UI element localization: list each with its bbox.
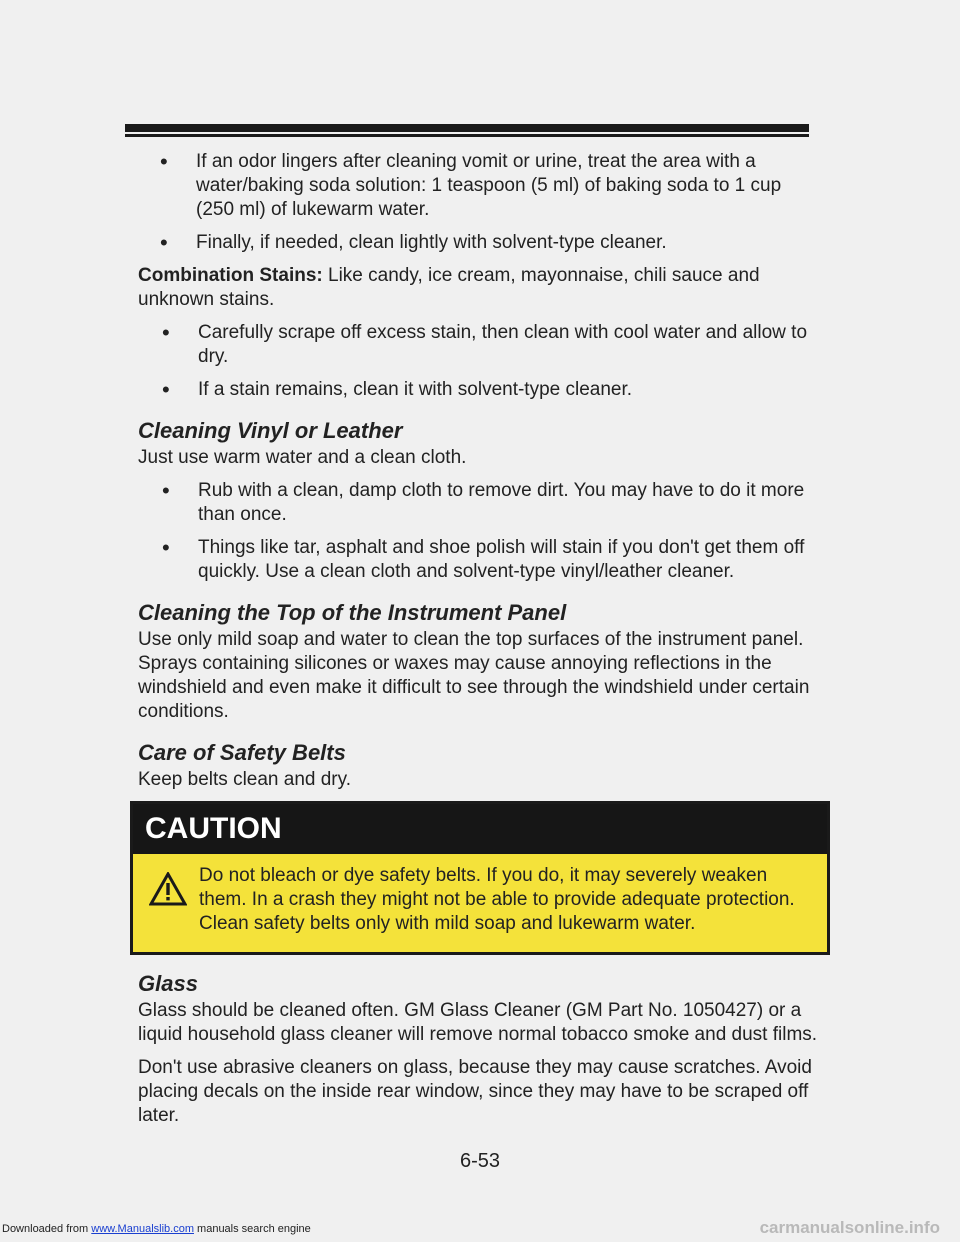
combination-stains-paragraph — [138, 264, 818, 312]
instrument-panel-text: Use only mild soap and water to clean the top surfaces of the instrument panel. Sprays containing silicones or waxes may cause annoying reflections in the windshield and even make it difficult to see through the windshield under certain conditions. — [138, 629, 810, 722]
list-item: • Carefully scrape off excess stain, then clean with cool water and allow to dry. — [158, 321, 818, 369]
glass-text-2: Don't use abrasive cleaners on glass, because they may cause scratches. Avoid placing decals on the inside rear window, since they may have to be scraped off later. — [138, 1057, 812, 1126]
list-item: • If a stain remains, clean it with solvent-type cleaner. — [158, 378, 818, 402]
download-footer — [2, 1223, 311, 1235]
list-item: • Rub with a clean, damp cloth to remove dirt. You may have to do it more than once. — [158, 479, 818, 527]
list-item: • Finally, if needed, clean lightly with solvent-type cleaner. — [156, 231, 818, 255]
caution-text: Do not bleach or dye safety belts. If you do, it may severely weaken them. In a crash they might not be able to provide adequate protection. Clean safety belts only with mild soap and lukewarm water. — [199, 865, 795, 934]
combination-stains-label: Combination Stains: — [138, 265, 323, 286]
glass-text-1: Glass should be cleaned often. GM Glass Cleaner (GM Part No. 1050427) or a liquid household glass cleaner will remove normal tobacco smoke and dust films. — [138, 1000, 818, 1045]
warning-triangle-icon — [149, 872, 187, 906]
top-rule — [125, 124, 809, 132]
footer-suffix: manuals search engine — [193, 1223, 311, 1235]
vinyl-intro: Just use warm water and a clean cloth. — [138, 447, 467, 468]
caution-body — [133, 854, 827, 952]
watermark: carmanualsonline.info — [759, 1218, 940, 1237]
caution-title: CAUTION — [133, 804, 827, 854]
page-number: 6-53 — [459, 1150, 501, 1172]
section-heading-glass: Glass — [138, 971, 198, 996]
combination-stains-text: Like candy, ice cream, mayonnaise, chili sauce and unknown stains. — [138, 265, 760, 310]
footer-prefix: Downloaded from — [2, 1223, 92, 1235]
page-content — [138, 150, 818, 1137]
section-heading-vinyl: Cleaning Vinyl or Leather — [138, 418, 403, 443]
safety-belts-text: Keep belts clean and dry. — [138, 769, 352, 790]
list-item: • Things like tar, asphalt and shoe polish will stain if you don't get them off quickly. Use a clean cloth and solvent-type vinyl/leather cleaner. — [158, 536, 818, 584]
top-rule-thin — [125, 134, 809, 137]
section-heading-safety-belts: Care of Safety Belts — [138, 740, 346, 765]
caution-box — [130, 801, 830, 955]
list-item: • If an odor lingers after cleaning vomit or urine, treat the area with a water/baking soda solution: 1 teaspoon (5 ml) of baking soda to 1 cup (250 ml) of lukewarm water. — [156, 150, 818, 222]
section-heading-instrument-panel: Cleaning the Top of the Instrument Panel — [138, 600, 567, 625]
manualslib-link[interactable]: www.Manualslib.com — [91, 1223, 194, 1235]
